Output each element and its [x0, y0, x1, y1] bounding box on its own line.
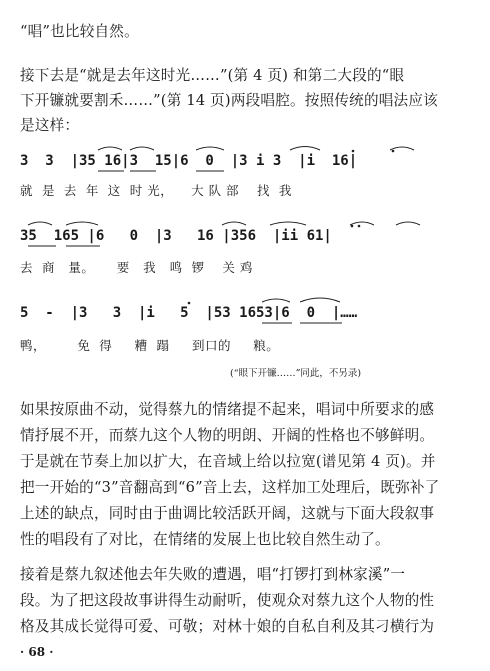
text-line: 接着是蔡九叙述他去年失败的遭遇，唱“打锣打到林家溪”一: [20, 566, 406, 583]
music-notation-line: 35 165 |6 0 |3 16 |356 |ii 61|: [20, 228, 332, 244]
text-line: 上述的缺点，同时由于曲调比较活跃开阔，这就与下面大段叙事: [20, 505, 435, 522]
text-line: 情抒展不开，而蔡九这个人物的明朗、开阔的性格也不够鲜明。: [20, 427, 435, 444]
music-notation-line: 3 3 |35 16|3 15|6 0 |3 i 3 |i 16|: [20, 153, 358, 169]
music-lyrics-line: 鸭， 免 得 糟 蹋 到口的 粮。: [20, 338, 280, 353]
slur: [66, 222, 98, 225]
text-line: 段。为了把这段故事讲得生动耐听，使观众对蔡九这个人物的性: [20, 592, 435, 609]
octave-dot: [352, 150, 355, 153]
octave-dot: [392, 150, 395, 153]
page-number: · 68 ·: [20, 645, 54, 659]
text-line: 于是就在节奏上加以扩大，在音域上给以拉宽(谱见第 4 页)。并: [20, 453, 436, 470]
slur: [222, 222, 246, 225]
text-line: 性的唱段有了对比，在情绪的发展上也比较自然生动了。: [20, 531, 390, 548]
slur: [350, 222, 374, 225]
slur: [290, 147, 320, 151]
text-line: 如果按原曲不动，觉得蔡九的情绪提不起来，唱词中所要求的感: [20, 401, 435, 418]
text-line: 下开镰就要割禾……”(第 14 页)两段唱腔。按照传统的唱法应该: [20, 92, 438, 109]
text-line: 是这样：: [20, 117, 80, 134]
slur: [390, 147, 414, 150]
slur: [196, 147, 224, 150]
text-line: 格及其成长觉得可爱、可敬；对林十娘的自私自利及其刁横行为: [20, 618, 435, 635]
slur: [300, 298, 340, 302]
text-line: 把一开始的“3”音翻高到“6”音上去，这样加工处理后，既弥补了: [20, 479, 440, 496]
slur: [130, 147, 154, 150]
slur: [270, 222, 306, 225]
music-lyrics-line: 就 是 去 年 这 时 光， 大 队 部 找 我: [20, 183, 292, 198]
music-note: (“眼下开镰……”同此，不另录): [230, 368, 362, 379]
slur: [262, 299, 290, 302]
text-line: 接下去是“就是去年这时光……”(第 4 页) 和第二大段的“眼: [20, 67, 405, 84]
music-lyrics-line: 去 商 量。 要 我 鸣 锣 关 鸡: [20, 260, 253, 275]
slur: [396, 222, 420, 225]
octave-dot: [188, 302, 191, 305]
slur: [98, 147, 122, 150]
music-notation-line: 5 - |3 3 |i 5 |53 1653|6 0 |……: [20, 305, 358, 321]
slur: [28, 222, 52, 225]
octave-dot: [351, 225, 354, 228]
text-line: “唱”也比较自然。: [20, 23, 139, 40]
octave-dot: [358, 225, 361, 228]
